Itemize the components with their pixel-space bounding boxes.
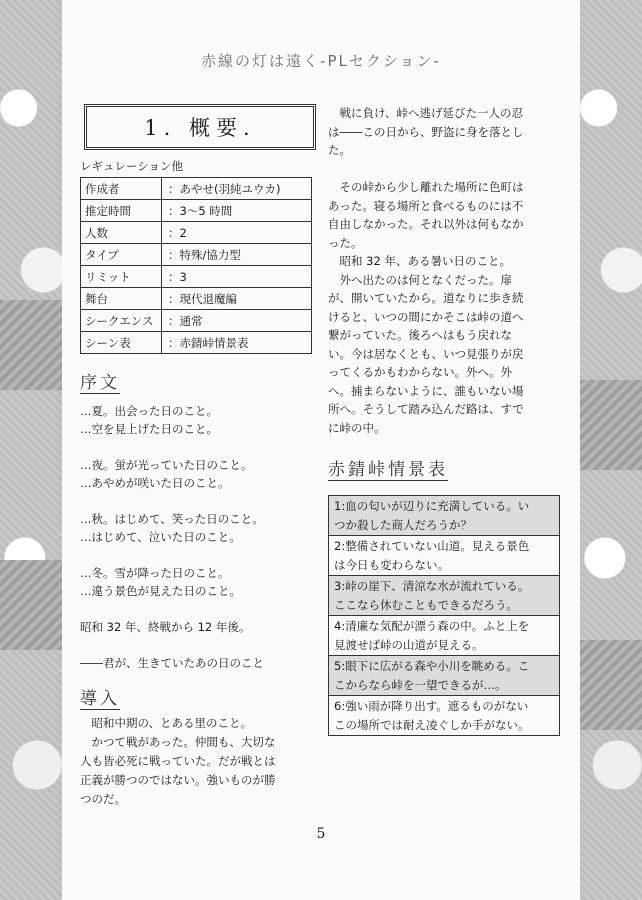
regulation-value: ：2 [162,222,312,244]
introduction-title: 導入 [80,684,120,710]
text-line [80,546,312,564]
scene-line: 4:清廉な気配が漂う森の中。ふと上を [334,619,530,633]
text-line: ってくるかもわからない。外へ。外 [328,365,512,379]
regulation-value: ：あやせ(羽純ユウカ) [162,178,312,200]
text-line: 昭和 32 年、終戦から 12 年後。 [80,620,251,634]
scene-cell [329,616,560,656]
overview-title: 1. 概要. [84,104,316,150]
regulation-key: 人数 [81,222,162,244]
text-line: は――この日から、野盗に身を落とし [328,124,524,139]
scene-table-title: 赤錆峠情景表 [328,455,448,481]
scene-line: 見渡せば峠の山道が見える。 [334,637,484,652]
text-line: た。 [328,143,351,157]
right-column [328,104,564,736]
text-line [80,492,312,510]
text-line: に峠の中。 [328,420,386,435]
regulation-row [81,310,312,332]
scene-cell [329,696,560,736]
regulation-value: ：3 [162,266,312,288]
scene-line: この場所では耐え凌ぐしか手がない。 [334,717,530,732]
text-line: …はじめて、泣いた日のこと。 [80,530,241,544]
text-line: …冬。雪が降った日のこと。 [80,566,230,580]
regulation-heading: レギュレーション他 [80,159,184,173]
text-line: …空を見上げた日のこと。 [80,422,218,436]
regulation-key: 舞台 [81,288,162,310]
regulation-key: 推定時間 [81,200,162,222]
text-line: 外へ出たのは何となくだった。扉 [328,272,512,287]
text-line [80,438,312,456]
scene-line: は今日も変わらない。 [334,557,449,572]
text-line: …秋。はじめて、笑った日のこと。 [80,512,264,526]
text-line: …夜。蛍が光っていた日のこと。 [80,458,253,472]
text-line: へ。捕まらないように、誰もいない場 [328,383,524,398]
introduction-text [80,714,312,809]
regulation-value: ：3～5 時間 [162,200,312,222]
scene-row [329,656,560,696]
regulation-value: ：通常 [162,310,312,332]
text-line: つのだ。 [80,792,126,806]
regulation-key: リミット [81,266,162,288]
scene-row [329,536,560,576]
text-line: 人も皆必死に戦っていた。だが戦とは [80,754,276,768]
scene-line: 3:峠の崖下、清涼な水が流れている。 [334,579,530,593]
regulation-row [81,178,312,200]
text-line: 繋がっていた。後ろへはもう戻れな [328,328,512,342]
page-number: 5 [316,826,326,842]
scene-cell [329,576,560,616]
scene-line: 5:眼下に広がる森や小川を眺める。こ [334,659,530,673]
prologue-text [80,402,312,672]
story-text [328,104,564,437]
right-pattern-band [580,380,642,470]
text-line: …あやめが咲いた日のこと。 [80,476,230,490]
text-line: 昭和 32 年、ある暑い日のこと。 [328,254,511,268]
scene-row [329,576,560,616]
scene-row [329,496,560,536]
text-line: …夏。出会った日のこと。 [80,404,218,418]
regulation-row [81,244,312,266]
document-page [62,0,580,900]
left-decorative-border [0,0,62,900]
scene-row [329,616,560,656]
text-line: 昭和中期の、とある里のこと。 [80,716,253,730]
regulation-key: タイプ [81,244,162,266]
left-column [80,104,312,809]
scene-line: 1:血の匂いが辺りに充満している。い [334,499,530,513]
text-line: ――君が、生きていたあの日のこと [80,656,264,670]
regulation-value: ：赤錆峠情景表 [162,332,312,354]
regulation-key: シークエンス [81,310,162,332]
text-line: った。 [328,235,363,250]
scene-table [328,495,560,736]
regulation-row [81,200,312,222]
text-line: 正義が勝つのではない。強いものが勝 [80,773,276,787]
prologue-title: 序文 [80,368,120,394]
regulation-row [81,332,312,354]
text-line: けると、いつの間にかそこは峠の道へ [328,309,524,324]
regulation-key: 作成者 [81,178,162,200]
right-decorative-border [580,0,642,900]
scene-row [329,696,560,736]
regulation-key: シーン表 [81,332,162,354]
right-pattern-band [580,640,642,730]
text-line: かつて戦があった。仲間も、大切な [80,735,276,749]
regulation-value: ：特殊/協力型 [162,244,312,266]
scene-cell [329,536,560,576]
regulation-row [81,288,312,310]
regulation-row [81,222,312,244]
scene-line: こからなら峠を一望できるが…。 [334,677,507,692]
text-line: い。今は居なくとも、いつ見張りが戻 [328,346,524,361]
text-line: あった。寝る場所と食べるものには不 [328,198,524,213]
text-line: …違う景色が見えた日のこと。 [80,584,241,598]
regulation-value: ：現代退魔編 [162,288,312,310]
left-pattern-band [0,560,62,650]
left-pattern-band [0,300,62,390]
regulation-table [80,177,312,354]
text-line: 自由しなかった。それ以外は何もなか [328,217,524,231]
regulation-row [81,266,312,288]
text-line [80,600,312,618]
scene-line: 6:強い雨が降り出す。遮るものがない [334,699,529,713]
scene-line: 2:整備されていない山道。見える景色 [334,539,530,553]
text-line: 戦に負け、峠へ逃げ延びた一人の忍 [328,106,524,120]
scene-cell [329,496,560,536]
scene-line: ここなら休むこともできるだろう。 [334,597,518,612]
text-line [80,636,312,654]
page-header: 赤線の灯は遠く-PLセクション- [201,52,441,70]
scene-line: つか殺した商人だろうか？ [334,517,472,532]
text-line: 所へ。そうして踏み込んだ路は、すで [328,402,524,416]
text-line: が、開いていたから。道なりに歩き続 [328,291,524,305]
text-line [328,160,564,179]
scene-cell [329,656,560,696]
text-line: その峠から少し離れた場所に色町は [328,180,524,194]
